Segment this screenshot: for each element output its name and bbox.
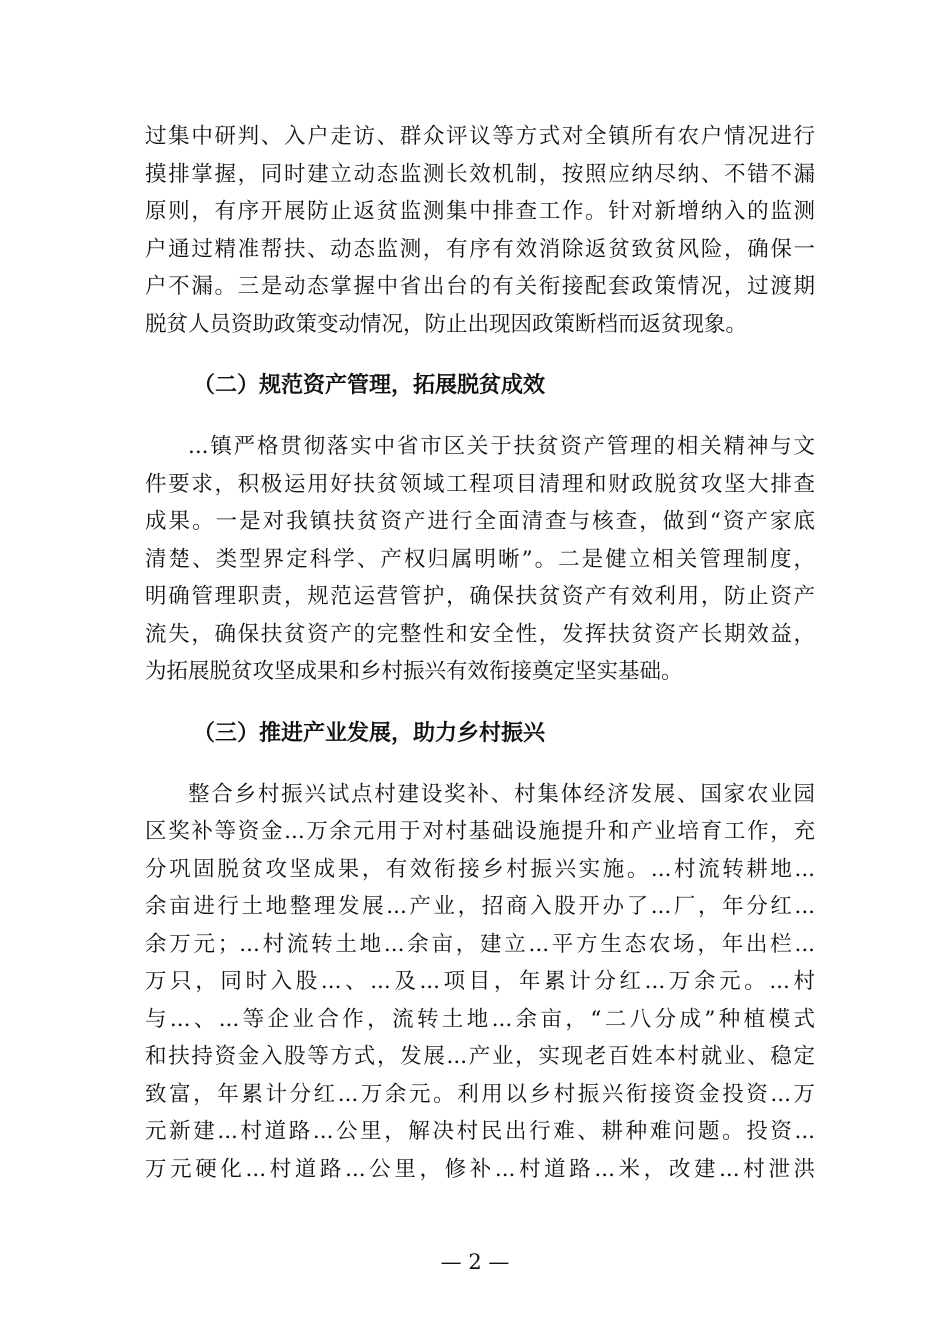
section-heading-assets: （二）规范资产管理，拓展脱贫成效 — [193, 373, 546, 398]
paragraph-monitoring — [145, 118, 815, 343]
text-line: 和扶持资金入股等方式，发展...产业，实现老百姓本村就业、稳定 — [145, 1044, 815, 1069]
text-line: 件要求，积极运用好扶贫领域工程项目清理和财政脱贫攻坚大排查 — [145, 471, 815, 497]
text-line: 为拓展脱贫攻坚成果和乡村振兴有效衔接奠定坚实基础。 — [145, 659, 683, 684]
paragraph-industry — [145, 776, 815, 1189]
text-line: 户通过精准帮扶、动态监测，有序有效消除返贫致贫风险，确保一 — [145, 236, 815, 262]
text-line: 过集中研判、入户走访、群众评议等方式对全镇所有农户情况进行 — [145, 124, 815, 149]
text-line: ...镇严格贯彻落实中省市区关于扶贫资产管理的相关精神与文 — [188, 434, 815, 459]
text-line: 万只，同时入股...、...及...项目，年累计分红...万余元。...村 — [145, 969, 815, 994]
text-line: 户不漏。三是动态掌握中省出台的有关衔接配套政策情况，过渡期 — [145, 274, 815, 299]
text-line: 整合乡村振兴试点村建设奖补、村集体经济发展、国家农业园 — [188, 781, 815, 807]
text-line: 余亩进行土地整理发展...产业，招商入股开办了...厂，年分红... — [145, 894, 815, 919]
text-line: 流失，确保扶贫资产的完整性和安全性，发挥扶贫资产长期效益， — [145, 621, 815, 647]
text-line: 元新建...村道路...公里，解决村民出行难、耕种难问题。投资... — [145, 1119, 815, 1144]
text-line: 余万元；...村流转土地...余亩，建立...平方生态农场，年出栏... — [145, 931, 815, 957]
text-line: 原则，有序开展防止返贫监测集中排查工作。针对新增纳入的监测 — [145, 199, 815, 224]
text-line: 成果。一是对我镇扶贫资产进行全面清查与核查，做到“资产家底 — [145, 509, 815, 534]
document-body — [145, 118, 815, 1188]
page-number: — 2 — — [440, 1250, 510, 1274]
text-line: 分巩固脱贫攻坚成果，有效衔接乡村振兴实施。...村流转耕地... — [145, 856, 815, 882]
text-line: 万元硬化...村道路...公里，修补...村道路...米，改建...村泄洪 — [145, 1156, 815, 1182]
text-line: 与...、...等企业合作，流转土地...余亩，“二八分成”种植模式 — [145, 1006, 815, 1032]
text-line: 明确管理职责，规范运营管护，确保扶贫资产有效利用，防止资产 — [145, 584, 815, 609]
text-line: 致富，年累计分红...万余元。利用以乡村振兴衔接资金投资...万 — [145, 1081, 815, 1107]
section-heading-industry: （三）推进产业发展，助力乡村振兴 — [193, 720, 546, 746]
text-line: 清楚、类型界定科学、产权归属明晰”。二是健立相关管理制度， — [145, 546, 815, 572]
paragraph-assets — [145, 428, 815, 691]
text-line: 摸排掌握，同时建立动态监测长效机制，按照应纳尽纳、不错不漏 — [145, 161, 815, 187]
text-line: 脱贫人员资助政策变动情况，防止出现因政策断档而返贫现象。 — [145, 311, 748, 337]
text-line: 区奖补等资金...万余元用于对村基础设施提升和产业培育工作，充 — [145, 819, 815, 844]
